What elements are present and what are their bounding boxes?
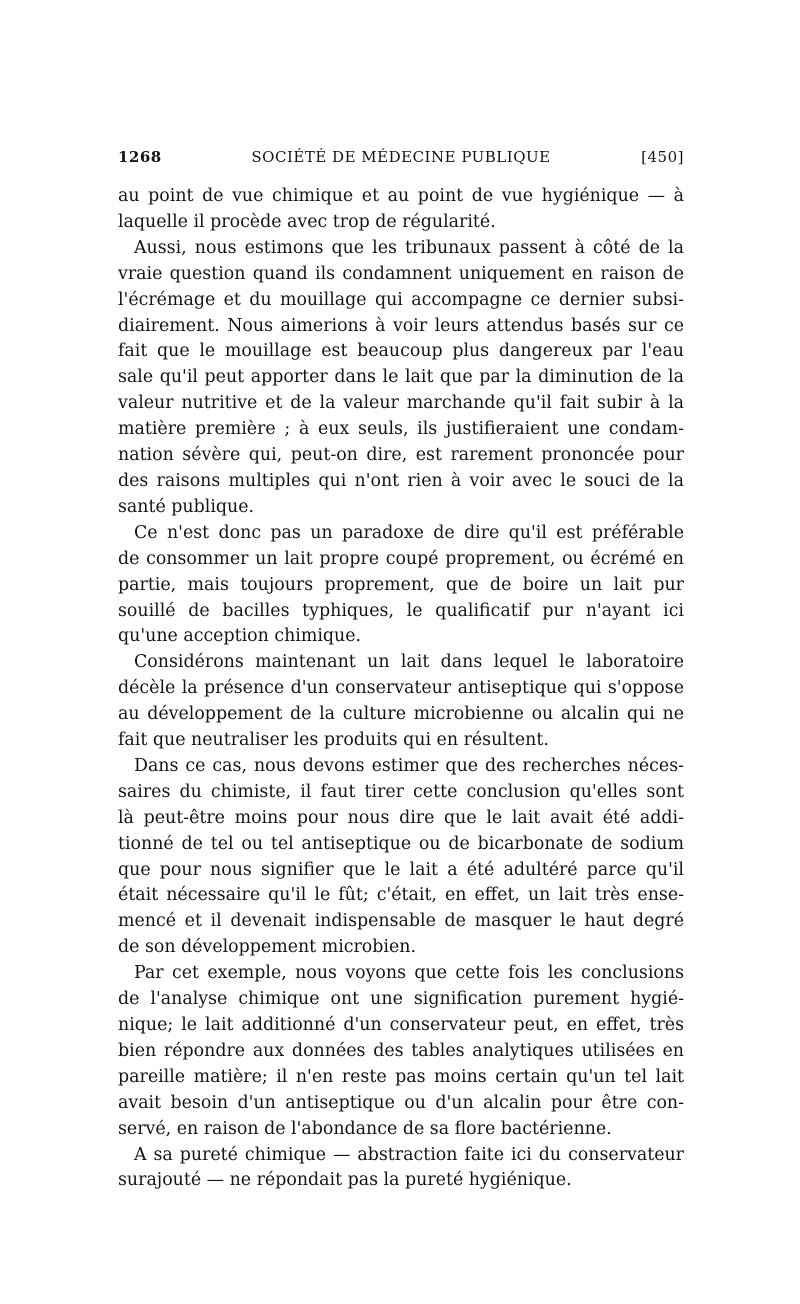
paragraph <box>118 650 684 754</box>
paragraph <box>118 236 684 521</box>
text-line: valeur nutritive et de la valeur marchande qu'il fait subir à la <box>118 393 684 414</box>
text-line: là peut-être moins pour nous dire que le lait avait été addi- <box>118 807 684 828</box>
text-line: au développement de la culture microbienne ou alcalin qui ne <box>118 704 684 725</box>
text-line: pareille matière; il n'en reste pas moins certain qu'un tel lait <box>118 1066 684 1087</box>
text-line: au point de vue chimique et au point de vue hygiénique — à <box>118 186 684 206</box>
text-line: fait que le mouillage est beaucoup plus dangereux par l'eau <box>118 341 684 362</box>
paragraph <box>118 184 684 236</box>
text-line: partie, mais toujours proprement, que de boire un lait pur <box>118 574 684 595</box>
text-line: servé, en raison de l'abondance de sa flore bactérienne. <box>118 1118 612 1139</box>
text-line: Par cet exemple, nous voyons que cette fois les conclusions <box>134 963 684 984</box>
body-text <box>118 184 684 1194</box>
text-line: santé publique. <box>118 496 255 517</box>
text-line: saires du chimiste, il faut tirer cette conclusion qu'elles sont <box>118 781 684 802</box>
text-line: Considérons maintenant un lait dans lequel le laboratoire <box>134 652 684 673</box>
section-number: [450] <box>641 148 684 166</box>
text-line: A sa pureté chimique — abstraction faite ici du conservateur <box>134 1144 684 1165</box>
text-line: bien répondre aux données des tables analytiques utilisées en <box>118 1040 684 1061</box>
text-line: laquelle il procède avec trop de régularité. <box>118 211 496 232</box>
text-line: des raisons multiples qui n'ont rien à voir avec le souci de la <box>118 470 684 491</box>
text-line: que pour nous signifier que le lait a été adultéré parce qu'il <box>118 859 684 880</box>
text-line: Aussi, nous estimons que les tribunaux passent à côté de la <box>134 237 684 258</box>
paragraph <box>118 754 684 961</box>
text-line: mencé et il devenait indispensable de masquer le haut degré <box>118 911 684 932</box>
text-line: tionné de tel ou tel antiseptique ou de bicarbonate de sodium <box>118 833 684 854</box>
text-line: l'écrémage et du mouillage qui accompagne ce dernier subsi- <box>118 289 684 310</box>
running-header <box>118 148 684 172</box>
text-line: décèle la présence d'un conservateur antiseptique qui s'oppose <box>118 678 684 699</box>
text-line: nation sévère qui, peut-on dire, est rarement prononcée pour <box>118 445 684 466</box>
text-line: fait que neutraliser les produits qui en résultent. <box>118 730 549 751</box>
text-line: surajouté — ne répondait pas la pureté hygiénique. <box>118 1170 572 1191</box>
text-line: sale qu'il peut apporter dans le lait que par la diminution de la <box>118 367 684 388</box>
text-line: était nécessaire qu'il le fût; c'était, en effet, un lait très ense- <box>118 885 684 906</box>
text-line: de consommer un lait propre coupé proprement, ou écrémé en <box>118 548 684 569</box>
text-line: nique; le lait additionné d'un conservateur peut, en effet, très <box>118 1015 684 1035</box>
text-line: diairement. Nous aimerions à voir leurs attendus basés sur ce <box>118 315 684 336</box>
text-line: Ce n'est donc pas un paradoxe de dire qu'il est préférable <box>134 522 684 543</box>
paragraph <box>118 1143 684 1195</box>
page-number: 1268 <box>118 148 162 166</box>
text-line: de l'analyse chimique ont une signification purement hygié- <box>118 989 684 1010</box>
text-line: vraie question quand ils condamnent uniquement en raison de <box>118 263 684 284</box>
text-line: Dans ce cas, nous devons estimer que des recherches néces- <box>134 755 684 776</box>
text-line: qu'une acception chimique. <box>118 626 362 647</box>
text-line: avait besoin d'un antiseptique ou d'un alcalin pour être con- <box>118 1092 684 1113</box>
text-line: de son développement microbien. <box>118 937 416 958</box>
paragraph <box>118 961 684 1142</box>
paragraph <box>118 521 684 651</box>
text-line: matière première ; à eux seuls, ils justifieraient une condam- <box>118 419 684 440</box>
text-line: souillé de bacilles typhiques, le qualificatif pur n'ayant ici <box>118 600 684 621</box>
running-title: SOCIÉTÉ DE MÉDECINE PUBLIQUE <box>251 148 551 166</box>
